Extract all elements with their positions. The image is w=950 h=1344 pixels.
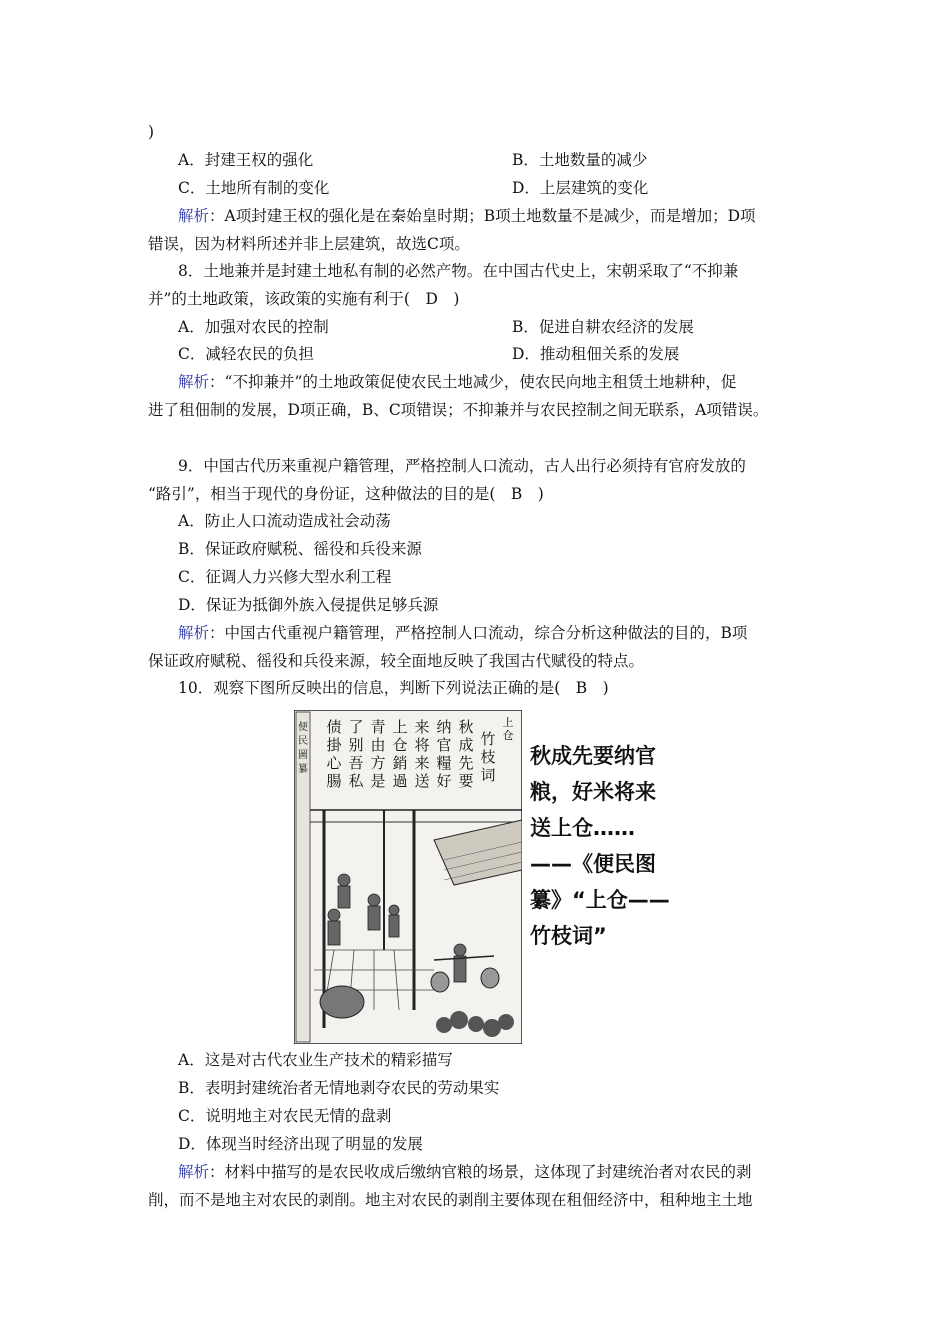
analysis-label: 解析 — [178, 1163, 210, 1181]
q8-stem-line-2: 并”的土地政策，该政策的实施有利于( D ) — [148, 290, 460, 308]
q9-analysis-text-2: 保证政府赋税、徭役和兵役来源，较全面地反映了我国古代赋役的特点。 — [148, 652, 645, 670]
analysis-label: 解析 — [178, 624, 210, 642]
woodcut-poem-column: 债掛心腸 — [326, 718, 342, 790]
q9-stem-line-1: 9．中国古代历来重视户籍管理，严格控制人口流动，古人出行必须持有官府发放的 — [178, 457, 746, 475]
q9-stem-line-2: “路引”，相当于现代的身份证，这种做法的目的是( B ) — [148, 485, 544, 503]
q8-option-b: B．促进自耕农经济的发展 — [512, 318, 694, 336]
q7-paren-close: ) — [148, 123, 155, 141]
q8-analysis-text-1: ：“不抑兼并”的土地政策促使农民土地减少，使农民向地主租赁土地耕种，促 — [209, 373, 737, 391]
q9-option-a: A．防止人口流动造成社会动荡 — [178, 512, 391, 530]
q10-option-d: D．体现当时经济出现了明显的发展 — [178, 1135, 423, 1153]
woodcut-illustration — [294, 710, 522, 1044]
q9-option-c: C．征调人力兴修大型水利工程 — [178, 568, 392, 586]
q10-option-c: C．说明地主对农民无情的盘剥 — [178, 1107, 392, 1125]
caption-line: 粮，好米将来 — [530, 780, 656, 804]
caption-line: ——《便民图 — [530, 852, 656, 876]
q9-option-d: D．保证为抵御外族入侵提供足够兵源 — [178, 596, 439, 614]
figure-caption — [530, 738, 690, 954]
q8-option-c: C．减轻农民的负担 — [178, 345, 314, 363]
q7-option-a: A．封建王权的强化 — [178, 151, 314, 169]
woodcut-poem-column: 青由方是 — [370, 718, 386, 790]
q9-analysis — [178, 622, 747, 644]
woodcut-poem-column: 来将来送 — [414, 718, 430, 790]
q7-option-c: C．土地所有制的变化 — [178, 179, 330, 197]
q8-option-a: A．加强对农民的控制 — [178, 318, 329, 336]
woodcut-poem-column: 秋成先要 — [458, 718, 474, 790]
q7-option-b: B．土地数量的减少 — [512, 151, 648, 169]
q10-option-a: A．这是对古代农业生产技术的精彩描写 — [178, 1051, 453, 1069]
q10-analysis-text-2: 削，而不是地主对农民的剥削。地主对农民的剥削主要体现在租佃经济中，租种地主土地 — [148, 1191, 753, 1209]
q10-analysis-text-1: ：材料中描写的是农民收成后缴纳官粮的场景，这体现了封建统治者对农民的剥 — [209, 1163, 752, 1181]
q7-analysis-text-1: ：A项封建王权的强化是在秦始皇时期；B项土地数量不是减少，而是增加；D项 — [209, 207, 756, 225]
q7-analysis — [178, 205, 756, 227]
analysis-label: 解析 — [178, 207, 210, 225]
q7-analysis-text-2: 错误，因为材料所述并非上层建筑，故选C项。 — [148, 235, 470, 253]
q10-analysis — [178, 1161, 752, 1183]
caption-line: 纂》“上仓—— — [530, 888, 670, 912]
q9-option-b: B．保证政府赋税、徭役和兵役来源 — [178, 540, 422, 558]
q8-analysis-text-2: 进了租佃制的发展，D项正确，B、C项错误；不抑兼并与农民控制之间无联系，A项错误。 — [148, 401, 769, 419]
q7-option-d: D．上层建筑的变化 — [512, 179, 649, 197]
woodcut-side-title: 便民圖纂 — [298, 722, 308, 775]
woodcut-poem-column: 竹枝词 — [480, 730, 496, 784]
q10-figure — [294, 710, 686, 1044]
caption-line: 秋成先要纳官 — [530, 744, 656, 768]
caption-line: 竹枝词” — [530, 924, 607, 948]
q8-stem-line-1: 8．土地兼并是封建土地私有制的必然产物。在中国古代史上，宋朝采取了“不抑兼 — [178, 262, 739, 280]
analysis-label: 解析 — [178, 373, 210, 391]
woodcut-poem-column: 纳官糧好 — [436, 718, 452, 790]
q9-analysis-text-1: ：中国古代重视户籍管理，严格控制人口流动，综合分析这种做法的目的，B项 — [209, 624, 748, 642]
woodcut-poem-column: 上仓銷過 — [392, 718, 408, 790]
woodcut-poem-column: 了别吾私 — [348, 718, 364, 790]
caption-line: 送上仓…… — [530, 816, 635, 840]
q8-analysis — [178, 371, 736, 393]
woodcut-title: 上仓 — [502, 716, 514, 742]
q10-option-b: B．表明封建统治者无情地剥夺农民的劳动果实 — [178, 1079, 500, 1097]
q8-option-d: D．推动租佃关系的发展 — [512, 345, 680, 363]
q10-stem: 10．观察下图所反映出的信息，判断下列说法正确的是( B ) — [178, 679, 609, 697]
